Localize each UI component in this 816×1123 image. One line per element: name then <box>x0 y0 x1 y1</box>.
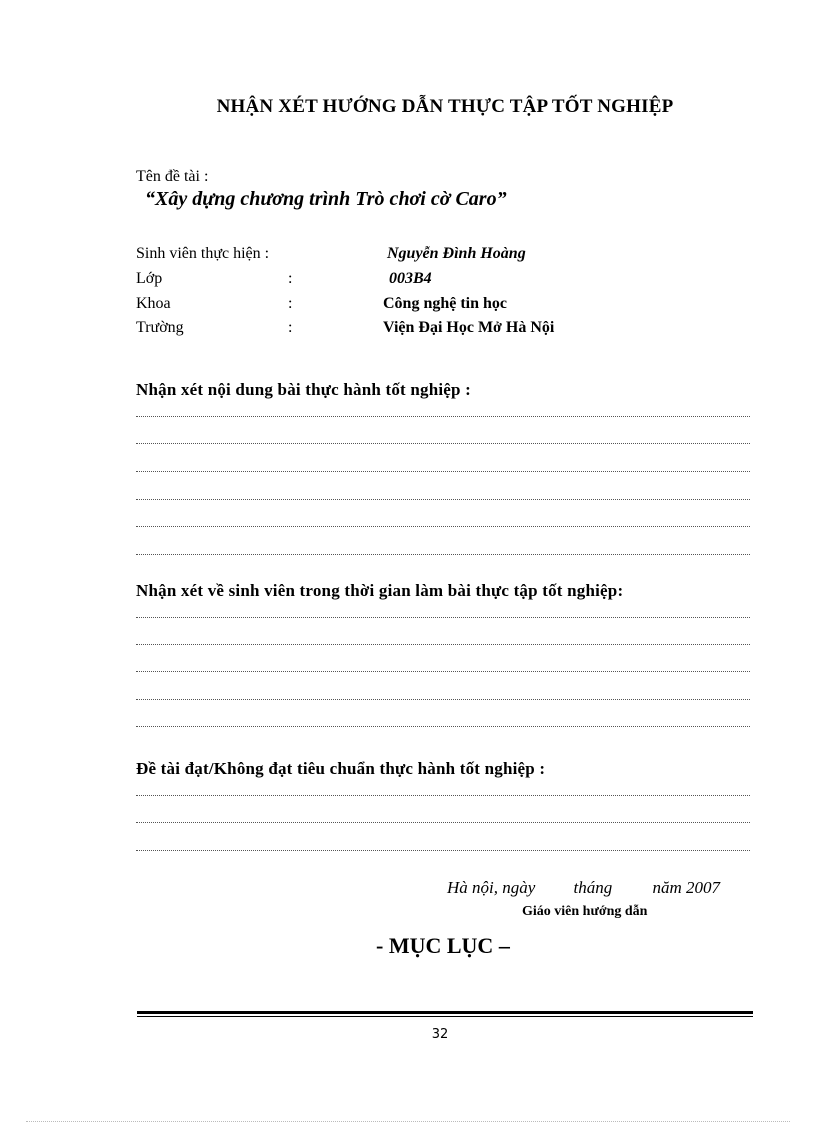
toc-heading: - MỤC LỤC – <box>376 933 510 958</box>
signature-date <box>447 878 720 898</box>
page-bottom-border <box>26 1121 790 1122</box>
class-label: Lớp <box>136 270 163 287</box>
section-student-heading: Nhận xét về sinh viên trong thời gian làm bài thực tập tốt nghiệp: <box>136 581 624 600</box>
page-number: 32 <box>431 1027 449 1042</box>
class-colon: : <box>288 270 293 287</box>
date-place-day: Hà nội, ngày <box>447 878 536 897</box>
dotted-line <box>136 443 750 444</box>
dotted-line <box>136 850 750 851</box>
date-year: năm 2007 <box>652 878 721 897</box>
school-value: Viện Đại Học Mở Hà Nội <box>383 319 555 336</box>
dotted-line <box>136 726 750 727</box>
topic-label: Tên đề tài : <box>136 168 209 185</box>
signature-teacher: Giáo viên hướng dẫn <box>522 904 648 919</box>
section-result-heading: Đề tài đạt/Không đạt tiêu chuẩn thực hành tốt nghiệp : <box>136 759 546 778</box>
school-colon: : <box>288 319 293 336</box>
footer-rule-thin <box>137 1016 753 1017</box>
dotted-line <box>136 671 750 672</box>
faculty-label: Khoa <box>136 295 171 312</box>
dotted-line <box>136 699 750 700</box>
dotted-line <box>136 644 750 645</box>
faculty-value: Công nghệ tin học <box>383 295 508 312</box>
section-content-heading: Nhận xét nội dung bài thực hành tốt nghiệp : <box>136 380 472 399</box>
student-name: Nguyễn Đình Hoàng <box>387 245 526 262</box>
dotted-line <box>136 554 750 555</box>
dotted-line <box>136 499 750 500</box>
dotted-line <box>136 617 750 618</box>
dotted-line <box>136 526 750 527</box>
dotted-line <box>136 795 750 796</box>
school-label: Trường <box>136 319 184 336</box>
dotted-line <box>136 822 750 823</box>
date-month: tháng <box>573 878 613 897</box>
page-title: NHẬN XÉT HƯỚNG DẪN THỰC TẬP TỐT NGHIỆP <box>216 96 674 117</box>
student-label: Sinh viên thực hiện : <box>136 245 270 262</box>
dotted-line <box>136 416 750 417</box>
faculty-colon: : <box>288 295 293 312</box>
footer-rule-thick <box>137 1011 753 1014</box>
topic-name: “Xây dựng chương trình Trò chơi cờ Caro” <box>145 188 507 210</box>
dotted-line <box>136 471 750 472</box>
class-value: 003B4 <box>389 270 432 287</box>
